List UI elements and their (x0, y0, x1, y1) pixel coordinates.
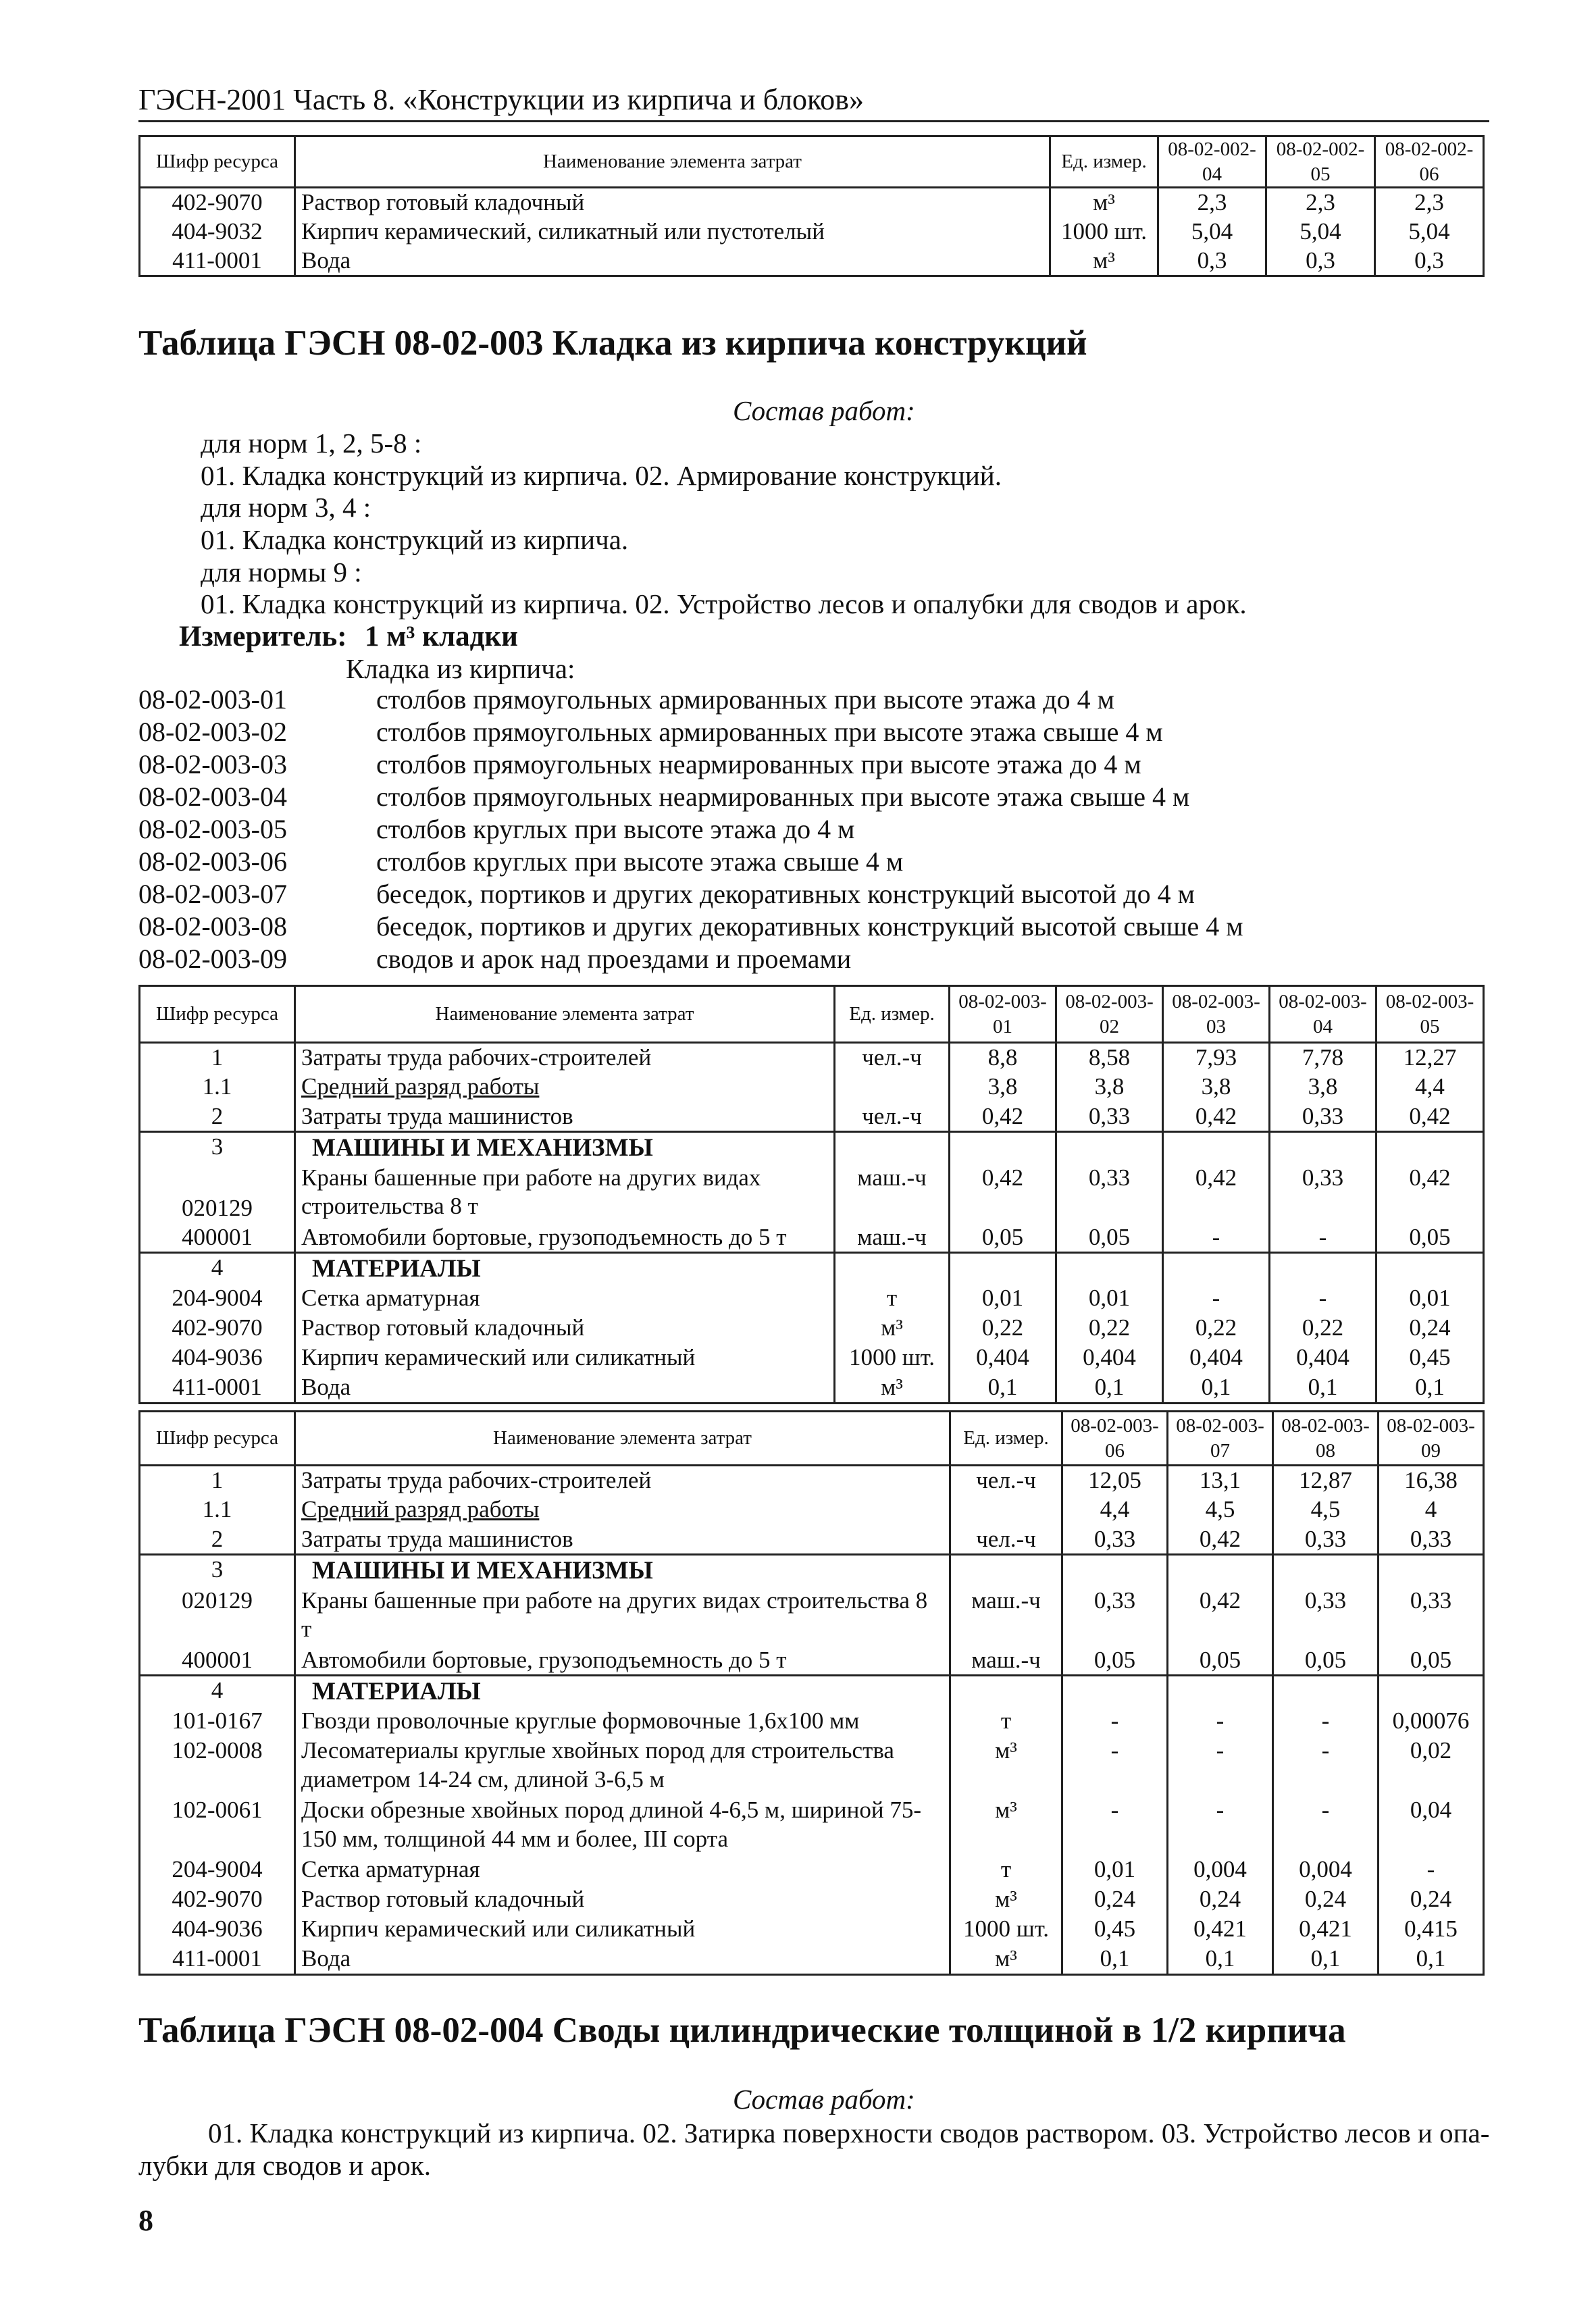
header-norm: 08-02-003-06 (1062, 1412, 1168, 1466)
work-line: для нормы 9 : (201, 557, 362, 588)
table-row: 204-9004 Сетка арматурная т 0,01 0,004 0,004 - (140, 1855, 1484, 1885)
table-row: 404-9036 Кирпич керамический или силикатный 1000 шт. 0,404 0,404 0,404 0,404 0,45 (140, 1343, 1484, 1373)
header-norm: 08-02-003-09 (1379, 1412, 1484, 1466)
header-name: Наименование элемента затрат (295, 136, 1050, 188)
table-row: 400001 Автомобили бортовые, грузоподъемность до 5 т маш.-ч 0,05 0,05 0,05 0,05 (140, 1646, 1484, 1676)
table-row: 020129 Краны башенные при работе на других видах строительства 8 т маш.-ч 0,33 0,42 0,33 0,33 (140, 1587, 1484, 1646)
table-row: 3 МАШИНЫ И МЕХАНИЗМЫ (140, 1555, 1484, 1587)
list-item: 08-02-003-01 столбов прямоугольных армированных при высоте этажа до 4 м (138, 684, 1114, 715)
header-norm: 08-02-002-04 (1158, 136, 1266, 188)
header-code: Шифр ресурса (140, 136, 295, 188)
header-code: Шифр ресурса (140, 1412, 295, 1466)
table-row: 3 МАШИНЫ И МЕХАНИЗМЫ (140, 1132, 1484, 1164)
table-row: 1 Затраты труда рабочих-строителей чел.-ч 12,05 13,1 12,87 16,38 (140, 1466, 1484, 1495)
list-item: 08-02-003-06 столбов круглых при высоте этажа свыше 4 м (138, 846, 904, 877)
table-row: 400001 Автомобили бортовые, грузоподъемность до 5 т маш.-ч 0,05 0,05 - - 0,05 (140, 1223, 1484, 1253)
table-row: 411-0001 Вода м³ 0,1 0,1 0,1 0,1 0,1 (140, 1373, 1484, 1403)
table-row: 411-0001 Вода м³ 0,1 0,1 0,1 0,1 (140, 1945, 1484, 1974)
table-row: 102-0008 Лесоматериалы круглые хвойных пород для строительства диаметром 14-24 см, длиной 3-6,5 м м³ - - - 0,02 (140, 1737, 1484, 1796)
table-row: 411-0001 Вода м³ 0,3 0,3 0,3 (140, 247, 1484, 276)
table-row: 4 МАТЕРИАЛЫ (140, 1253, 1484, 1285)
work-line: лубки для сводов и арок. (138, 2150, 431, 2181)
norm-code-list (138, 684, 1354, 975)
list-item: 08-02-003-07 беседок, портиков и других декоративных конструкций высотой до 4 м (138, 879, 1195, 909)
table-row: 101-0167 Гвозди проволочные круглые формовочные 1,6х100 мм т - - - 0,00076 (140, 1707, 1484, 1737)
table-title-003: Таблица ГЭСН 08-02-003 Кладка из кирпича конструкций (138, 324, 1087, 363)
list-item: 08-02-003-09 сводов и арок над проездами и проемами (138, 944, 852, 974)
table-row: 102-0061 Доски обрезные хвойных пород длиной 4-6,5 м, шириной 75-150 мм, толщиной 44 мм и более, III сорта м³ - - - 0,04 (140, 1796, 1484, 1855)
header-name: Наименование элемента затрат (295, 1412, 950, 1466)
header-rule (138, 120, 1489, 122)
running-header: ГЭСН-2001 Часть 8. «Конструкции из кирпича и блоков» (138, 83, 864, 116)
header-norm: 08-02-003-01 (950, 986, 1056, 1043)
table-row: 1.1 Средний разряд работы 3,8 3,8 3,8 3,8 4,4 (140, 1073, 1484, 1102)
table-row: 402-9070 Раствор готовый кладочный м³ 0,22 0,22 0,22 0,22 0,24 (140, 1314, 1484, 1343)
table-row: 1 Затраты труда рабочих-строителей чел.-ч 8,8 8,58 7,93 7,78 12,27 (140, 1043, 1484, 1073)
header-norm: 08-02-003-02 (1056, 986, 1163, 1043)
resource-table-003-a (138, 985, 1485, 1404)
table-row: 402-9070 Раствор готовый кладочный м³ 2,3 2,3 2,3 (140, 188, 1484, 217)
table-row: 4 МАТЕРИАЛЫ (140, 1676, 1484, 1707)
header-norm: 08-02-003-05 (1376, 986, 1484, 1043)
list-item: 08-02-003-02 столбов прямоугольных армированных при высоте этажа свыше 4 м (138, 717, 1163, 747)
header-norm: 08-02-003-04 (1270, 986, 1376, 1043)
table-row: 1.1 Средний разряд работы 4,4 4,5 4,5 4 (140, 1495, 1484, 1525)
work-line: 01. Кладка конструкций из кирпича. (201, 524, 629, 555)
work-composition-label: Состав работ: (733, 395, 915, 426)
header-norm: 08-02-002-05 (1266, 136, 1375, 188)
header-unit: Ед. измер. (950, 1412, 1062, 1466)
header-unit: Ед. измер. (835, 986, 950, 1043)
header-norm: 08-02-003-03 (1163, 986, 1270, 1043)
list-item: 08-02-003-05 столбов круглых при высоте этажа до 4 м (138, 814, 855, 844)
list-item: 08-02-003-04 столбов прямоугольных неармированных при высоте этажа свыше 4 м (138, 781, 1190, 812)
header-name: Наименование элемента затрат (295, 986, 835, 1043)
page-number: 8 (138, 2204, 153, 2237)
table-row: 2 Затраты труда машинистов чел.-ч 0,42 0,33 0,42 0,33 0,42 (140, 1102, 1484, 1132)
meter-label: Измеритель: (179, 621, 347, 652)
work-line: 01. Кладка конструкций из кирпича. 02. Армирование конструкций. (201, 460, 1002, 491)
table-row: 020129 Краны башенные при работе на других видах строительства 8 т маш.-ч 0,42 0,33 0,42 0,33 0,42 (140, 1164, 1484, 1223)
header-norm: 08-02-003-08 (1273, 1412, 1379, 1466)
resource-table-002 (138, 135, 1485, 277)
table-row: 2 Затраты труда машинистов чел.-ч 0,33 0,42 0,33 0,33 (140, 1525, 1484, 1555)
work-composition-label: Состав работ: (733, 2084, 915, 2115)
header-norm: 08-02-003-07 (1168, 1412, 1273, 1466)
table-row: 402-9070 Раствор готовый кладочный м³ 0,24 0,24 0,24 0,24 (140, 1885, 1484, 1915)
work-line: для норм 3, 4 : (201, 492, 371, 523)
work-line: 01. Кладка конструкций из кирпича. 02. Затирка поверхности сводов раствором. 03. Устройство лесов и опа- (208, 2117, 1490, 2149)
header-unit: Ед. измер. (1050, 136, 1158, 188)
table-row: 404-9032 Кирпич керамический, силикатный или пустотелый 1000 шт. 5,04 5,04 5,04 (140, 217, 1484, 247)
header-code: Шифр ресурса (140, 986, 295, 1043)
table-title-004: Таблица ГЭСН 08-02-004 Своды цилиндрические толщиной в 1/2 кирпича (138, 2011, 1346, 2050)
meter-value: 1 м³ кладки (365, 621, 518, 652)
list-item: 08-02-003-08 беседок, портиков и других декоративных конструкций высотой свыше 4 м (138, 911, 1243, 942)
header-norm: 08-02-002-06 (1375, 136, 1484, 188)
resource-table-003-b (138, 1410, 1485, 1976)
list-item: 08-02-003-03 столбов прямоугольных неармированных при высоте этажа до 4 м (138, 749, 1141, 779)
work-line: 01. Кладка конструкций из кирпича. 02. Устройство лесов и опалубки для сводов и арок. (201, 588, 1247, 619)
masonry-intro: Кладка из кирпича: (346, 653, 575, 684)
work-line: для норм 1, 2, 5-8 : (201, 428, 422, 459)
table-row: 404-9036 Кирпич керамический или силикатный 1000 шт. 0,45 0,421 0,421 0,415 (140, 1915, 1484, 1945)
table-row: 204-9004 Сетка арматурная т 0,01 0,01 - - 0,01 (140, 1284, 1484, 1314)
